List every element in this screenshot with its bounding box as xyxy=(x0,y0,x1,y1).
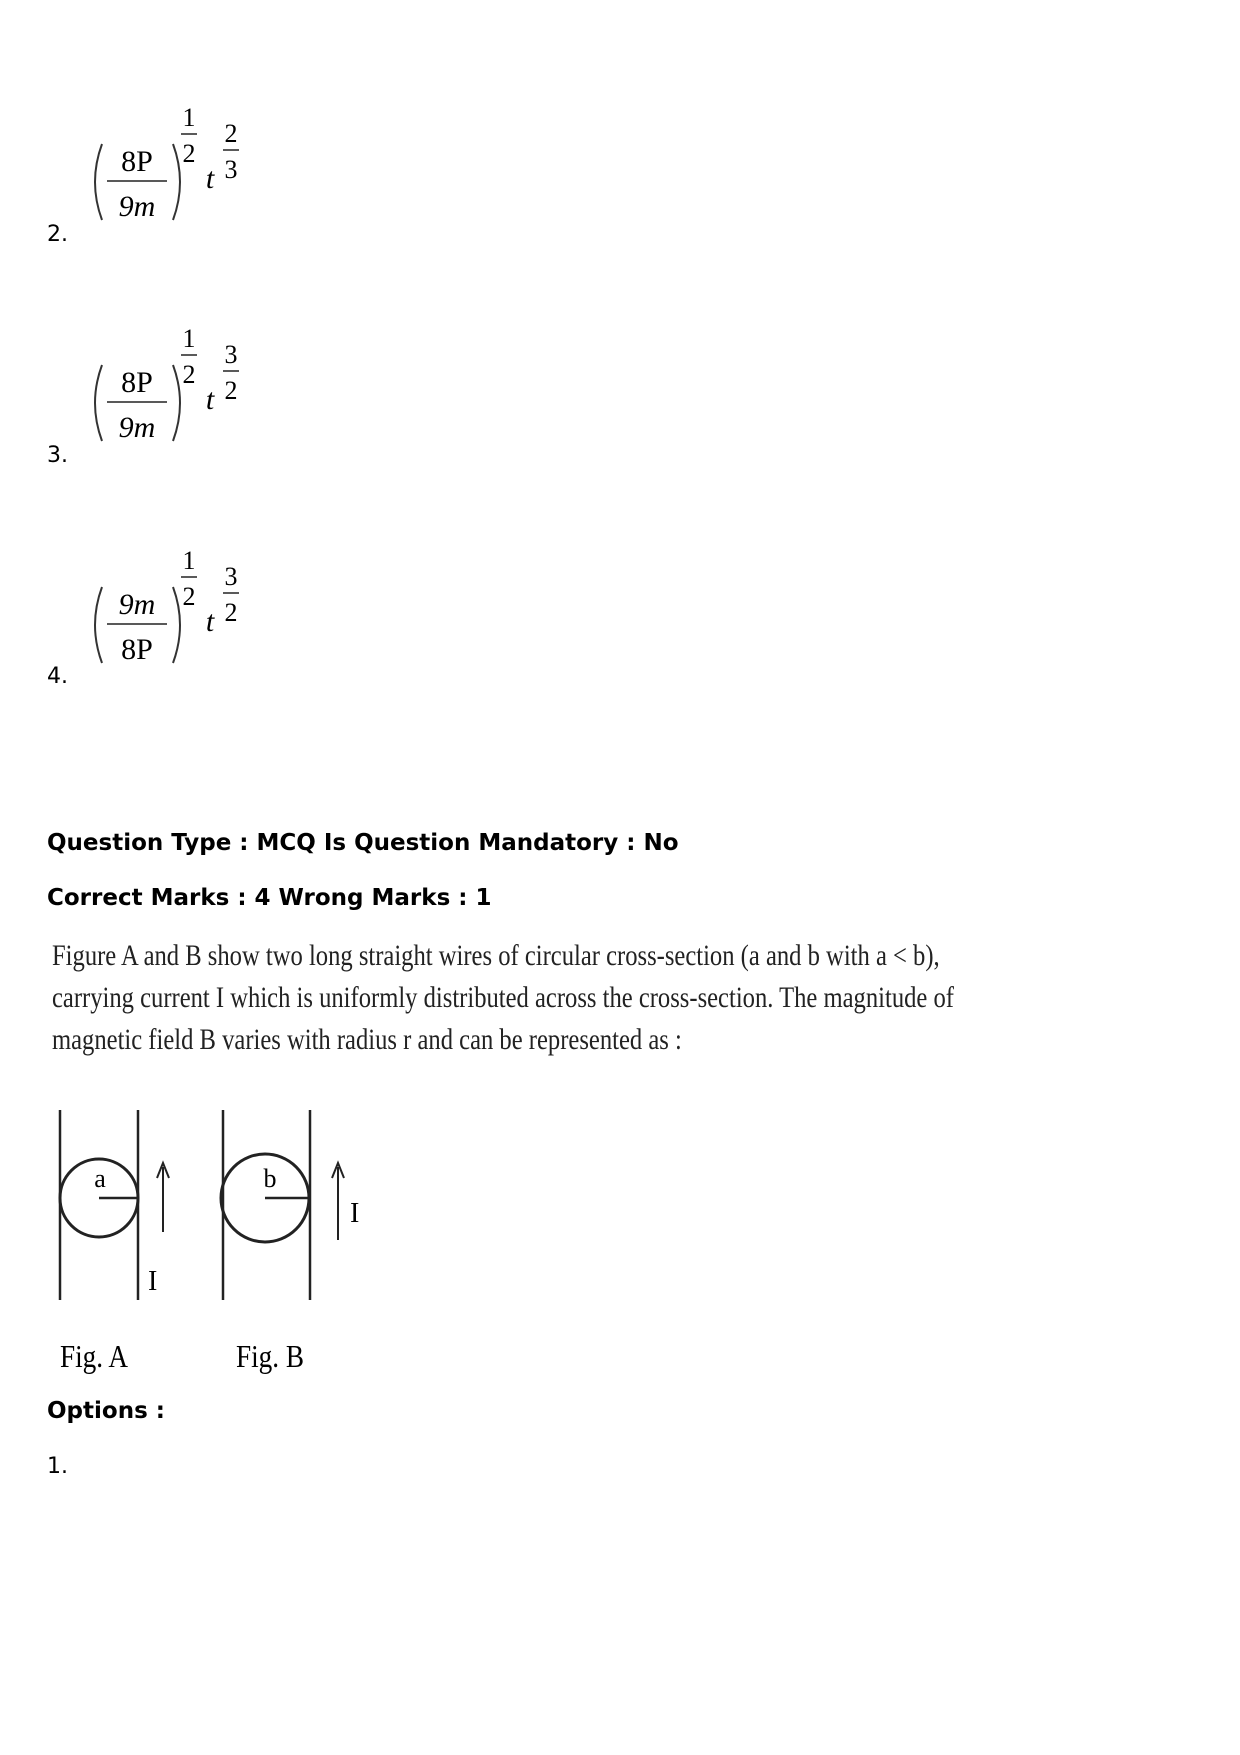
exponent-denominator: 2 xyxy=(182,582,196,611)
current-label-b: I xyxy=(350,1198,360,1229)
exponent-numerator: 3 xyxy=(224,340,238,369)
fraction-numerator: 9m xyxy=(118,588,156,621)
fig-b-diagram xyxy=(221,1110,359,1375)
question-type-line: Question Type : MCQ Is Question Mandatory : No xyxy=(47,830,679,856)
option-formula xyxy=(85,545,305,695)
fraction-denominator: 9m xyxy=(118,190,156,223)
exponent-numerator: 1 xyxy=(182,324,196,353)
current-label-a: I xyxy=(148,1266,158,1297)
marks-line: Correct Marks : 4 Wrong Marks : 1 xyxy=(47,885,492,911)
wire-cross-section-figure xyxy=(50,1105,380,1385)
option-number: 4. xyxy=(47,664,68,689)
question-text-line: magnetic field B varies with radius r and can be represented as : xyxy=(52,1023,682,1056)
fraction-numerator: 8P xyxy=(121,145,153,178)
option-formula xyxy=(85,102,305,252)
fig-a-diagram xyxy=(60,1110,169,1375)
exponent-denominator: 2 xyxy=(182,139,196,168)
variable: t xyxy=(205,383,215,416)
exponent-denominator: 2 xyxy=(182,360,196,389)
exponent-numerator: 1 xyxy=(182,546,196,575)
exponent-numerator: 1 xyxy=(182,103,196,132)
exponent-numerator: 3 xyxy=(224,562,238,591)
exponent-denominator: 2 xyxy=(224,598,238,627)
variable: t xyxy=(205,162,215,195)
variable: t xyxy=(205,605,215,638)
exponent-denominator: 3 xyxy=(224,155,238,184)
option-formula xyxy=(85,323,305,473)
radius-label-b: b xyxy=(263,1164,277,1193)
option-number: 3. xyxy=(47,443,68,468)
caption-fig-a: Fig. A xyxy=(60,1340,129,1375)
caption-fig-b: Fig. B xyxy=(236,1340,305,1375)
option-number: 2. xyxy=(47,222,68,247)
question-text xyxy=(52,935,954,1061)
option-number: 1. xyxy=(47,1454,68,1479)
exponent-denominator: 2 xyxy=(224,376,238,405)
fraction-denominator: 8P xyxy=(121,633,153,666)
fraction-numerator: 8P xyxy=(121,366,153,399)
question-text-line: carrying current I which is uniformly distributed across the cross-section. The magnitude of xyxy=(52,981,954,1014)
exponent-numerator: 2 xyxy=(224,119,238,148)
question-text-line: Figure A and B show two long straight wires of circular cross-section (a and b with a < b), xyxy=(52,939,940,972)
options-label: Options : xyxy=(47,1398,165,1424)
fraction-denominator: 9m xyxy=(118,411,156,444)
radius-label-a: a xyxy=(94,1164,106,1193)
